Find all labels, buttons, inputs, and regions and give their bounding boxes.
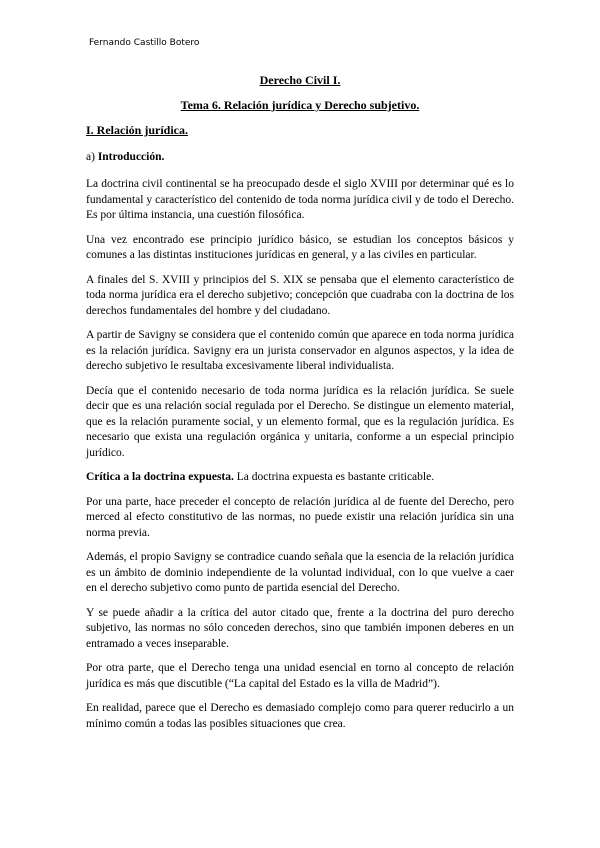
paragraph: Por otra parte, que el Derecho tenga una unidad esencial en torno al concepto de relación jurídica es más que discutible (“La capital del Estado es la villa de Madrid”). [86, 662, 514, 690]
paragraph: Además, el propio Savigny se contradice cuando señala que la esencia de la relación jurídica es un ámbito de dominio independiente de la voluntad individual, con lo que vuelve a caer en el derecho subjetivo como punto de partida esencial del Derecho. [86, 551, 514, 594]
document-title: Derecho Civil I. [259, 73, 341, 87]
paragraph: Y se puede añadir a la crítica del autor citado que, frente a la doctrina del puro derecho subjetivo, las normas no sólo conceden derechos, sino que también imponen deberes en un entramado a veces inseparable. [86, 606, 514, 650]
paragraph: A finales del S. XVIII y principios del S. XIX se pensaba que el elemento característico de toda norma jurídica era el derecho subjetivo; concepción que cuadraba con la doctrina de los derechos fundamentales del hombre y del ciudadano. [86, 273, 514, 317]
critique-lead: Crítica a la doctrina expuesta. [86, 471, 234, 483]
section-heading: I. Relación jurídica. [86, 123, 188, 137]
paragraph-critique [86, 470, 514, 486]
subsection-prefix: a) [86, 150, 98, 163]
document-body [86, 123, 514, 741]
paragraph: En realidad, parece que el Derecho es demasiado complejo como para querer reducirlo a un mínimo común a todas las posibles situaciones que crea. [86, 702, 514, 730]
paragraph: Por una parte, hace preceder el concepto de relación jurídica al de fuente del Derecho, pero merced al efecto constitutivo de las normas, no puede existir una relación jurídica sin una norma previa. [86, 495, 514, 539]
subsection-title: Introducción. [97, 150, 165, 163]
critique-text: La doctrina expuesta es bastante criticable. [233, 471, 435, 483]
subsection-heading [86, 150, 514, 166]
paragraph: A partir de Savigny se considera que el contenido común que aparece en toda norma jurídica es la relación jurídica. Savigny era un jurista conservador en algunos aspectos, y la idea de derecho subjetivo le resultaba excesivamente liberal individualista. [86, 329, 514, 372]
paragraph: Una vez encontrado ese principio jurídico básico, se estudian los conceptos básicos y comunes a las distintas instituciones jurídicas en general, y a las civiles en particular. [86, 233, 514, 261]
topic-title: Tema 6. Relación jurídica y Derecho subjetivo. [180, 98, 420, 112]
page-header-author: Fernando Castillo Botero [89, 38, 200, 48]
paragraph: Decía que el contenido necesario de toda norma jurídica es la relación jurídica. Se suele decir que es una relación social regulada por el Derecho. Se distingue un elemento material, que es la relación puramente social, y un elemento formal, que es la regulación jurídica. Es necesario que exista una regulación orgánica y unitaria, conforme a un especial principio jurídico. [86, 384, 514, 459]
paragraph: La doctrina civil continental se ha preocupado desde el siglo XVIII por determinar qué es lo fundamental y característico del contenido de toda norma jurídica civil y de todo el Derecho. Es por última instancia, una cuestión filosófica. [86, 178, 514, 221]
